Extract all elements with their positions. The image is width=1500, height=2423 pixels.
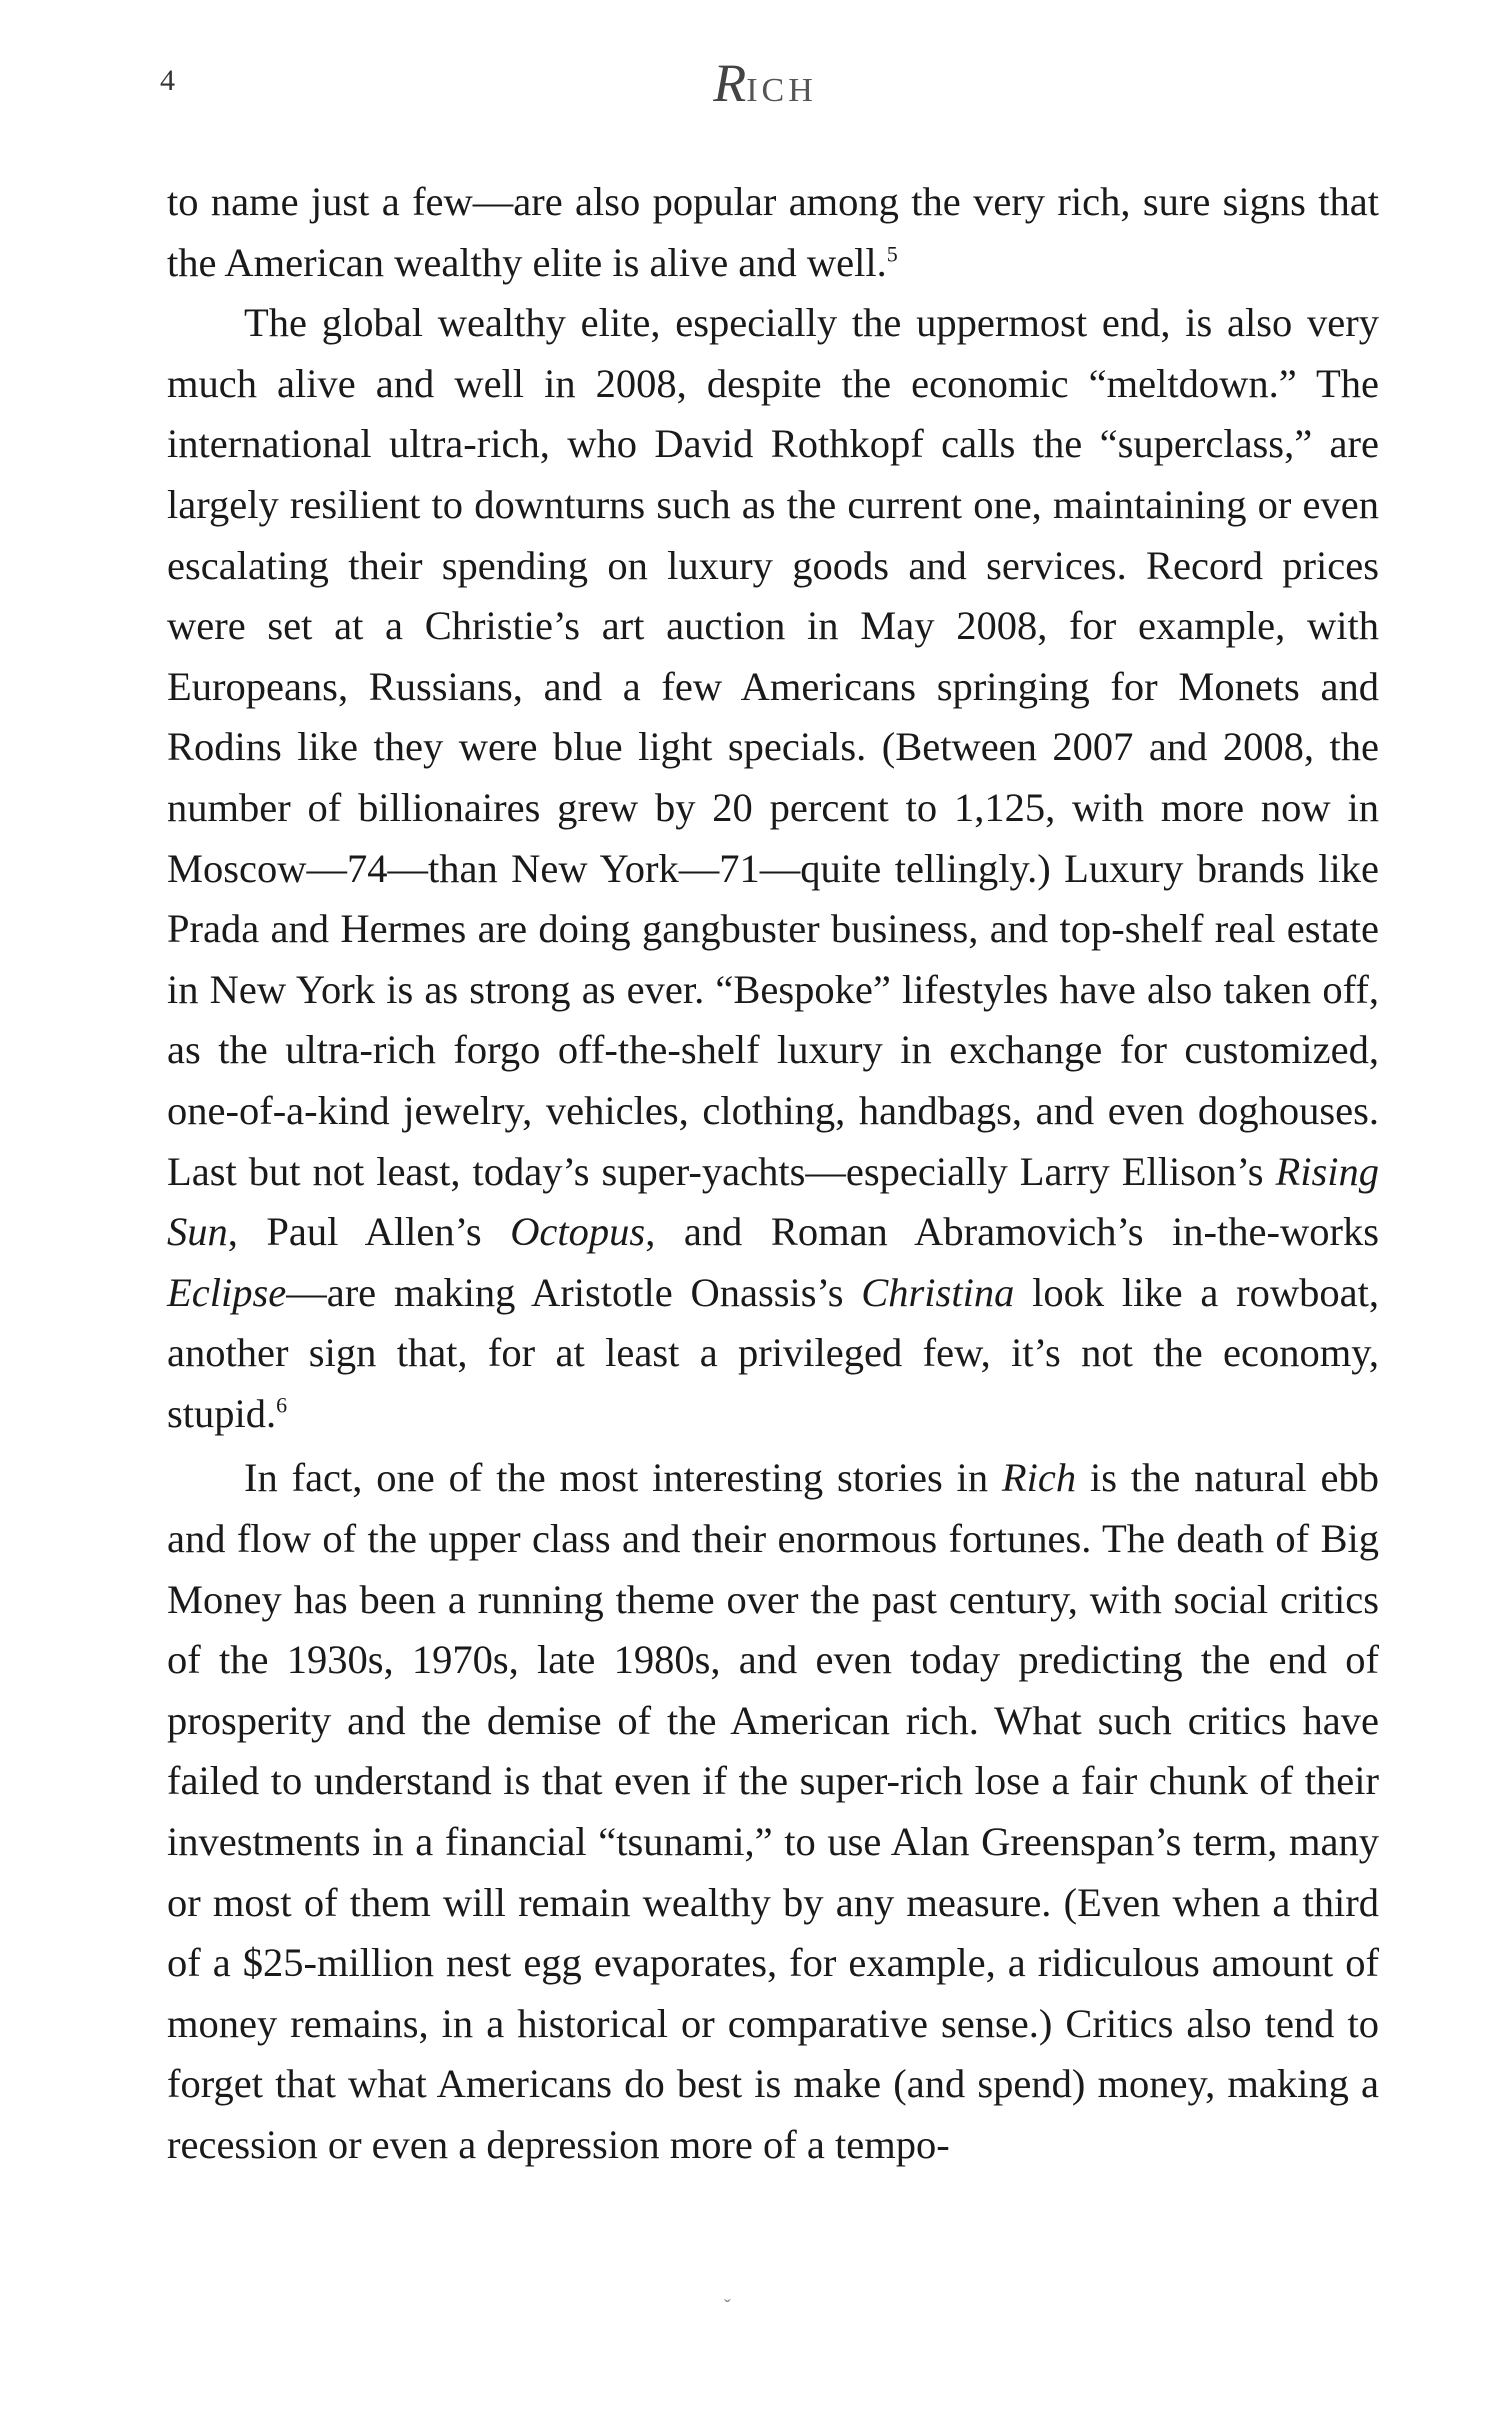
paragraph-global-elite: [167, 293, 1379, 1444]
text-run: , Paul Allen’s: [227, 1209, 511, 1255]
italic-title: Octopus: [510, 1209, 646, 1255]
text-run: , and Roman Abramovich’s in-the-works: [645, 1209, 1380, 1255]
running-title: [160, 52, 1370, 114]
text-run: is the natural ebb and flow of the upper class and their enormous fortunes. The death of Big Money has been a running theme over the past century, with social critics of the 1930s, 1970s, late 1980s, and even today predicting the end of prosperity and the demise of the American rich. What such critics have failed to understand is that even if the super-rich lose a fair chunk of their investments in a financial “tsunami,” to use Alan Greenspan’s term, many or most of them will remain wealthy by any measure. (Even when a third of a $25-million nest egg evaporates, for example, a ridiculous amount of money remains, in a historical or comparative sense.) Critics also tend to forget that what Americans do best is make (and spend) money, making a recession or even a depression more of a tempo-: [167, 1455, 1379, 2167]
text-run: In fact, one of the most interesting stories in: [244, 1455, 1002, 1501]
running-title-initial: R: [713, 53, 747, 113]
text-run: look like a rowboat, another sign that, for at least a privileged few, it’s not the economy, stupid.: [167, 1269, 1379, 1436]
italic-title: Rich: [1001, 1455, 1077, 1501]
paragraph-continuation: [167, 172, 1379, 293]
italic-title: Rising Sun: [167, 1148, 1379, 1255]
running-header: [160, 52, 1370, 112]
paragraph-ebb-and-flow: [167, 1448, 1379, 2175]
italic-title: Christina: [861, 1269, 1015, 1315]
text-run: The global wealthy elite, especially the uppermost end, is also very much alive and well in 2008, despite the economic “meltdown.” The international ultra-rich, who David Rothkopf calls the “superclass,” are largely resilient to downturns such as the current one, maintaining or even escalating their spending on luxury goods and services. Record prices were set at a Christie’s art auction in May 2008, for example, with Europeans, Russians, and a few Americans springing for Monets and Rodins like they were blue light specials. (Between 2007 and 2008, the number of billionaires grew by 20 percent to 1,125, with more now in Moscow—74—than New York—71—quite tellingly.) Luxury brands like Prada and Hermes are doing gangbuster business, and top-shelf real estate in New York is as strong as ever. “Bespoke” lifestyles have also taken off, as the ultra-rich forgo off-the-shelf luxury in exchange for customized, one-of-a-kind jewelry, vehicles, clothing, handbags, and even doghouses. Last but not least, today’s super-yachts—especially Larry Ellison’s: [167, 300, 1379, 1194]
running-title-rest: ICH: [746, 72, 817, 109]
text-run: to name just a few—are also popular among the very rich, sure signs that the American wealthy elite is alive and well.: [167, 179, 1379, 285]
body-text: [167, 172, 1379, 2176]
footnote-marker: 5: [886, 241, 898, 267]
italic-title: Eclipse: [167, 1269, 287, 1315]
stray-mark: ˇ: [724, 2296, 731, 2318]
footnote-marker: 6: [276, 1392, 288, 1418]
page-number: 4: [160, 64, 175, 97]
text-run: —are making Aristotle Onassis’s: [286, 1269, 862, 1315]
